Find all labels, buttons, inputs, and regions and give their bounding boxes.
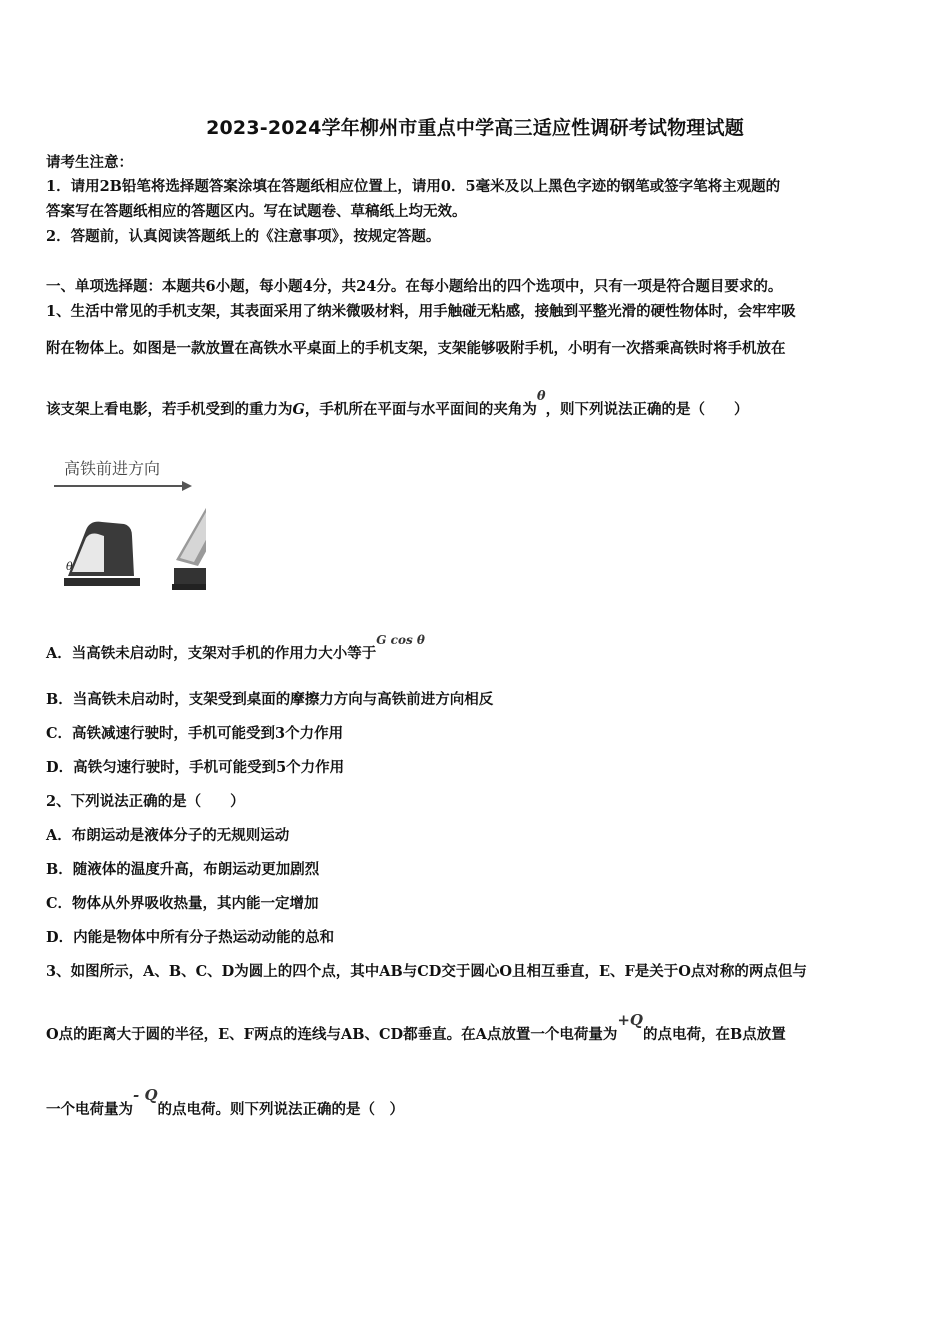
q1-stem-line3-b: ，手机所在平面与水平面间的夹角为	[304, 401, 537, 418]
notice-item-1a: 1．请用2B铅笔将选择题答案涂填在答题纸相应位置上，请用0．5毫米及以上黑色字迹的钢笔或签字笔将主观题的	[46, 178, 781, 195]
q2-option-d: D．内能是物体中所有分子热运动动能的总和	[46, 929, 335, 946]
q3-stem-line2-b: 的点电荷，在B点放置	[643, 1026, 786, 1043]
q3-stem-line3-b: 的点电荷。则下列说法正确的是（ ）	[157, 1101, 405, 1118]
q1-option-c: C．高铁减速行驶时，手机可能受到3个力作用	[46, 725, 344, 742]
q3-positive-charge: +Q	[617, 1011, 643, 1029]
figure-caption: 高铁前进方向	[64, 459, 161, 478]
q3-stem-line2	[46, 1011, 786, 1044]
notice-heading: 请考生注意：	[46, 154, 133, 171]
q1-stem-line3-c: ，则下列说法正确的是（ ）	[545, 401, 749, 418]
q1-option-a-text: A．当高铁未启动时，支架对手机的作用力大小等于	[46, 645, 377, 662]
q3-stem-line3-a: 一个电荷量为	[46, 1101, 133, 1118]
stand-left-base	[64, 578, 140, 586]
q2-stem: 2、下列说法正确的是（ ）	[46, 793, 245, 810]
q1-stem-line3	[46, 389, 749, 420]
q2-option-b: B．随液体的温度升高，布朗运动更加剧烈	[46, 861, 320, 878]
q3-stem-line2-a: O点的距离大于圆的半径，E、F两点的连线与AB、CD都垂直。在A点放置一个电荷量为	[46, 1026, 618, 1043]
section-heading: 一、单项选择题：本题共6小题，每小题4分，共24分。在每小题给出的四个选项中，只有一项是符合题目要求的。	[46, 278, 783, 295]
q2-option-a: A．布朗运动是液体分子的无规则运动	[46, 827, 290, 844]
q1-option-b: B．当高铁未启动时，支架受到桌面的摩擦力方向与高铁前进方向相反	[46, 691, 494, 708]
q3-negative-charge: - Q	[133, 1086, 158, 1104]
direction-arrowhead-icon	[182, 481, 192, 491]
q1-theta-symbol: θ	[536, 389, 546, 404]
figure-theta-label: θ	[66, 560, 73, 573]
q3-stem-line1: 3、如图所示，A、B、C、D为圆上的四个点，其中AB与CD交于圆心O且相互垂直，E、F是关于O点对称的两点但与	[46, 963, 807, 980]
q2-option-c: C．物体从外界吸收热量，其内能一定增加	[46, 895, 319, 912]
page-title: 2023-2024学年柳州市重点中学高三适应性调研考试物理试题	[206, 117, 744, 139]
notice-item-2: 2．答题前，认真阅读答题纸上的《注意事项》，按规定答题。	[46, 228, 441, 245]
stand-right-base	[172, 584, 206, 590]
stand-left-face	[72, 534, 104, 573]
phone-stand-figure	[46, 448, 206, 596]
q1-weight-symbol: G	[292, 401, 305, 418]
q1-stem-line3-a: 该支架上看电影，若手机受到的重力为	[46, 401, 293, 418]
q1-option-d: D．高铁匀速行驶时，手机可能受到5个力作用	[46, 759, 345, 776]
notice-item-1b: 答案写在答题纸相应的答题区内。写在试题卷、草稿纸上均无效。	[46, 203, 467, 220]
q1-option-a-math: G cos θ	[376, 633, 425, 647]
q3-stem-line3	[46, 1086, 405, 1119]
q1-stem-line1: 1、生活中常见的手机支架，其表面采用了纳米微吸材料，用手触碰无粘感，接触到平整光滑的硬性物体时，会牢牢吸	[46, 303, 796, 320]
q1-stem-line2: 附在物体上。如图是一款放置在高铁水平桌面上的手机支架，支架能够吸附手机，小明有一次搭乘高铁时将手机放在	[46, 340, 786, 357]
phone-stand-illustration	[46, 448, 206, 596]
